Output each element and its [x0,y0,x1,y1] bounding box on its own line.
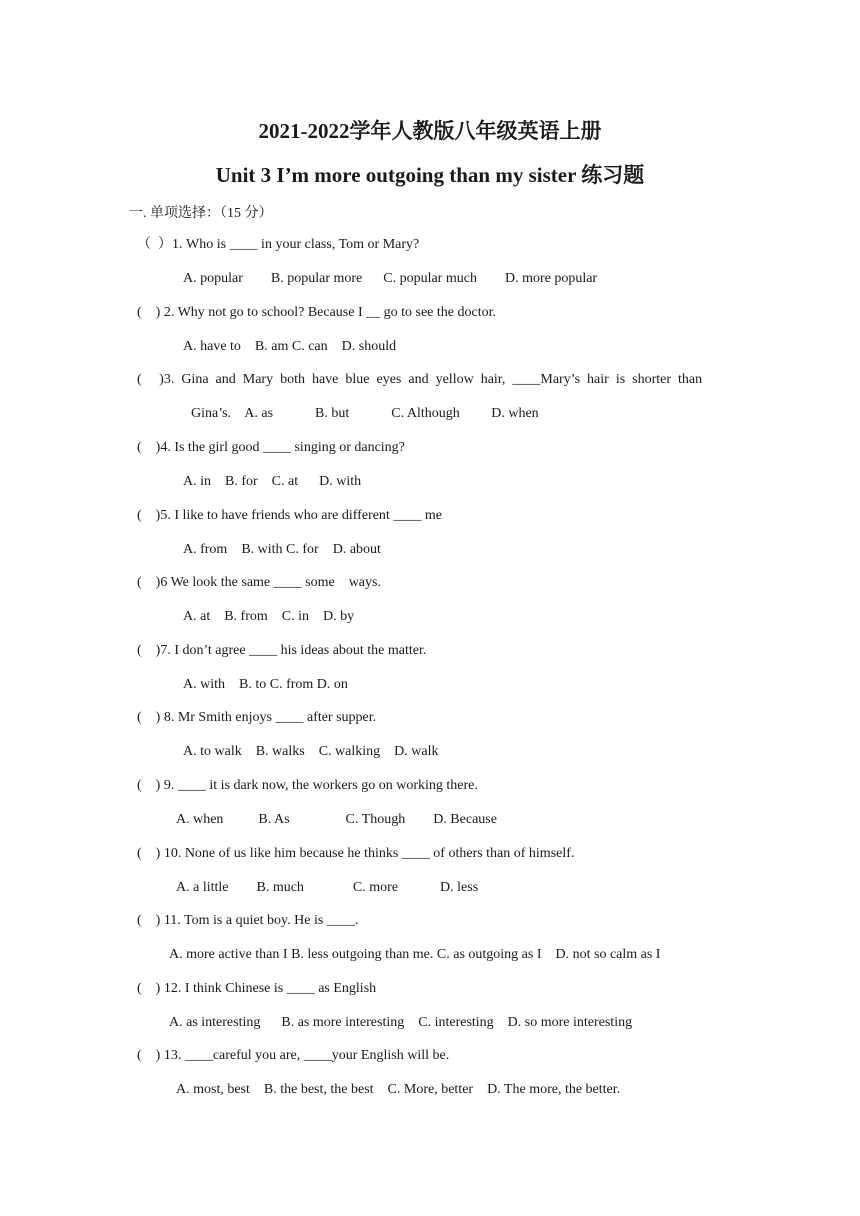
question-6-options: A. at B. from C. in D. by [183,609,355,624]
section-heading: 一. 单项选择：（15 分） [129,206,273,221]
question-8: ( ) 8. Mr Smith enjoys ____ after supper. [137,710,377,725]
question-2-options: A. have to B. am C. can D. should [183,339,397,354]
question-5-options: A. from B. with C. for D. about [183,542,381,557]
question-5: ( )5. I like to have friends who are different ____ me [137,508,442,523]
question-1-options: A. popular B. popular more C. popular much D. more popular [183,271,598,286]
question-7: ( )7. I don’t agree ____ his ideas about the matter. [137,643,427,658]
question-12-options: A. as interesting B. as more interesting C. interesting D. so more interesting [169,1015,633,1030]
question-10-options: A. a little B. much C. more D. less [176,880,479,895]
question-4: ( )4. Is the girl good ____ singing or dancing? [137,440,405,455]
question-13: ( ) 13. ____careful you are, ____your English will be. [137,1048,450,1063]
question-7-options: A. with B. to C. from D. on [183,677,348,692]
question-6: ( )6 We look the same ____ some ways. [137,575,381,590]
question-10: ( ) 10. None of us like him because he thinks ____ of others than of himself. [137,846,575,861]
question-11: ( ) 11. Tom is a quiet boy. He is ____. [137,913,359,928]
question-13-options: A. most, best B. the best, the best C. More, better D. The more, the better. [176,1082,621,1097]
question-8-options: A. to walk B. walks C. walking D. walk [183,744,439,759]
question-2: ( ) 2. Why not go to school? Because I __ go to see the doctor. [137,305,496,320]
question-9: ( ) 9. ____ it is dark now, the workers go on working there. [137,778,478,793]
document-subtitle: Unit 3 I’m more outgoing than my sister 练习题 [215,163,645,187]
question-1: （ ）1. Who is ____ in your class, Tom or Mary? [137,237,420,252]
question-12: ( ) 12. I think Chinese is ____ as English [137,981,377,996]
question-9-options: A. when B. As C. Though D. Because [176,812,497,827]
question-3-options: Gina’s. A. as B. but C. Although D. when [191,406,539,421]
document-title: 2021-2022学年人教版八年级英语上册 [258,119,602,143]
question-4-options: A. in B. for C. at D. with [183,474,362,489]
question-11-options: A. more active than I B. less outgoing than me. C. as outgoing as I D. not so calm as I [169,947,661,962]
question-3: ( )3. Gina and Mary both have blue eyes and yellow hair, ____Mary’s hair is shorter than [137,372,703,387]
